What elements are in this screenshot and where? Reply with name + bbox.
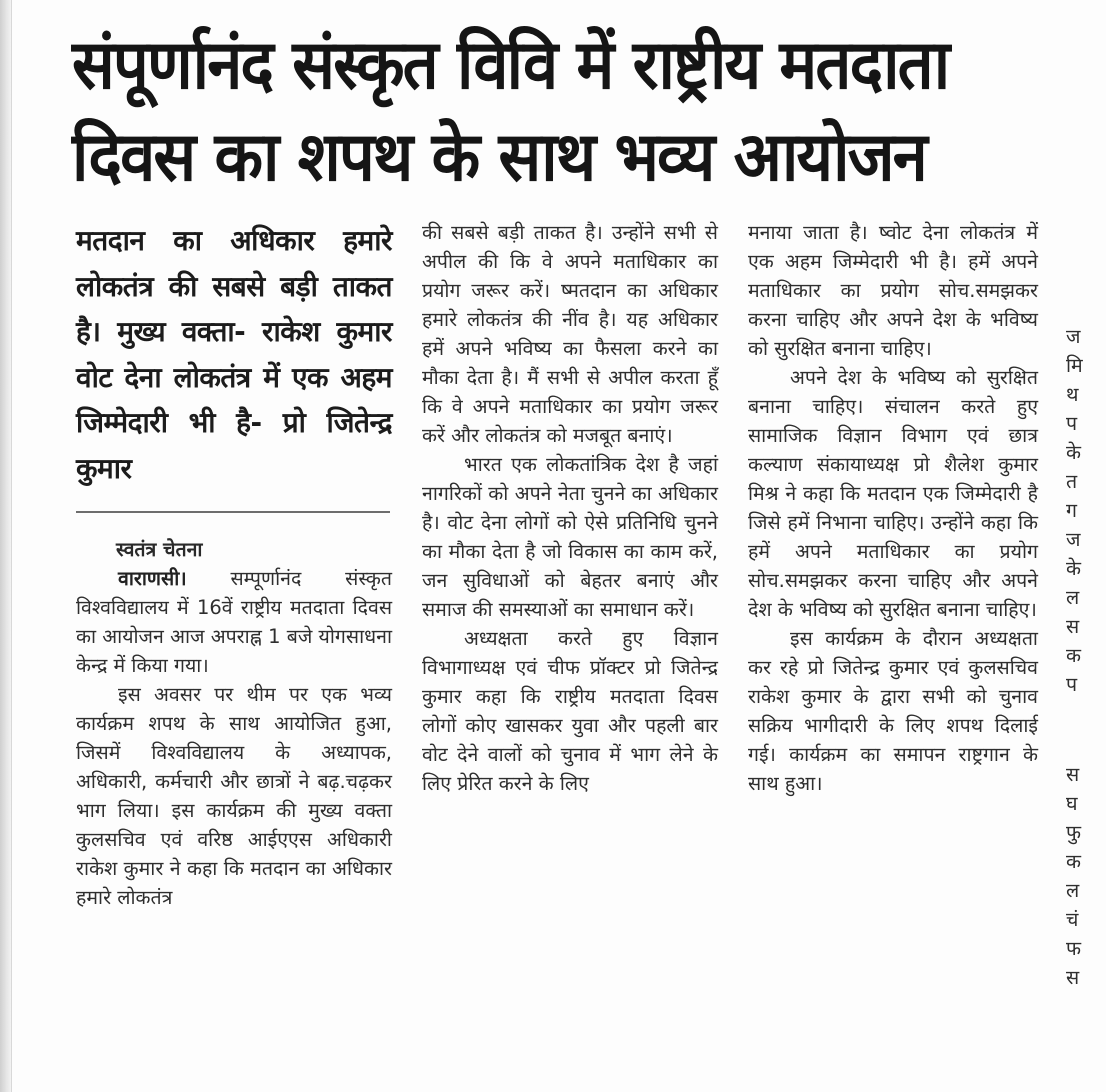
clipped-line-fragment: प: [1066, 673, 1078, 696]
paragraph: मनाया जाता है। ष्वोट देना लोकतंत्र में एक अहम जिम्मेदारी भी है। हमें अपने मताधिकार का प्रयोग सोच.समझकर करना चाहिए और अपने देश के भविष्य को सुरक्षित बनाना चाहिए।: [748, 221, 1038, 360]
clipped-line-fragment: थ: [1066, 383, 1079, 406]
clipped-text-top: [1066, 322, 1106, 699]
paragraph-text: सम्पूर्णानंद संस्कृत विश्वविद्यालय में 16वें राष्ट्रीय मतदाता दिवस का आयोजन आज अपराह्न 1 बजे योगसाधना केन्द्र में किया गया।: [76, 567, 392, 677]
paragraph: अपने देश के भविष्य को सुरक्षित बनाना चाहिए। संचालन करते हुए सामाजिक विज्ञान विभाग एवं छात्र कल्याण संकायाध्यक्ष प्रो शैलेश कुमार मिश्र ने कहा कि मतदान एक जिम्मेदारी है जिसे हमें निभाना चाहिए। उन्होंने कहा कि हमें अपने मताधिकार का प्रयोग सोच.समझकर करना चाहिए और अपने देश के भविष्य को सुरक्षित बनाना चाहिए।: [748, 366, 1038, 621]
paragraph: अध्यक्षता करते हुए विज्ञान विभागाध्यक्ष एवं चीफ प्रॉक्टर प्रो जितेन्द्र कुमार कहा कि राष्ट्रीय मतदाता दिवस लोगों कोए खासकर युवा और पहली बार वोट देने वालों को चुनाव में भाग लेने के लिए प्रेरित करने के लिए: [422, 627, 718, 795]
clipped-line-fragment: क: [1066, 850, 1081, 873]
clipped-line-fragment: फु: [1066, 821, 1082, 844]
paragraph: भारत एक लोकतांत्रिक देश है जहां नागरिकों को अपने नेता चुनने का अधिकार है। वोट देना लोगों को ऐसे प्रतिनिधि चुनने का मौका देता है जो विकास का काम करें, जन सुविधाओं को बेहतर बनाएं और समाज की समस्याओं का समाधान करें।: [422, 453, 718, 621]
headline-line-1: संपूर्णानंद संस्कृत विवि में राष्ट्रीय मतदाता: [72, 26, 949, 105]
paragraph: की सबसे बड़ी ताकत है। उन्होंने सभी से अपील की कि वे अपने मताधिकार का प्रयोग जरूर करें। ष्मतदान का अधिकार हमारे लोकतंत्र की नींव है। यह अधिकार हमें अपने भविष्य का फैसला करने का मौका देता है। मैं सभी से अपील करता हूँ कि वे अपने मताधिकार का प्रयोग जरूर करें और लोकतंत्र को मजबूत बनाएं।: [422, 221, 718, 447]
clipped-line-fragment: मि: [1066, 354, 1083, 377]
headline: [72, 20, 1052, 204]
page-edge-shadow: [0, 0, 12, 1092]
article-column-3: [748, 218, 1038, 798]
clipped-line-fragment: फ: [1066, 937, 1082, 960]
clipped-line-fragment: त: [1066, 470, 1078, 493]
clipped-text-bottom: [1066, 760, 1106, 992]
clipped-line-fragment: क: [1066, 644, 1081, 667]
article-column-2: [422, 218, 718, 798]
clipped-line-fragment: घ: [1066, 792, 1078, 815]
clipped-line-fragment: चं: [1066, 908, 1079, 931]
clipped-line-fragment: के: [1066, 441, 1081, 464]
adjacent-article-clipped-column: [1066, 322, 1106, 992]
clipped-line-fragment: ज: [1066, 528, 1081, 551]
clipped-line-fragment: स: [1066, 615, 1080, 638]
paragraph: इस कार्यक्रम के दौरान अध्यक्षता कर रहे प्रो जितेन्द्र कुमार एवं कुलसचिव राकेश कुमार के द्वारा सभी को चुनाव सक्रिय भागीदारी के लिए शपथ दिलाई गई। कार्यक्रम का समापन राष्ट्रगान के साथ हुआ।: [748, 627, 1038, 795]
article-column-1: [76, 218, 392, 912]
paragraph: इस अवसर पर थीम पर एक भव्य कार्यक्रम शपथ के साथ आयोजित हुआ, जिसमें विश्वविद्यालय के अध्यापक, अधिकारी, कर्मचारी और छात्रों ने बढ़.चढ़कर भाग लिया। इस कार्यक्रम की मुख्य वक्ता कुलसचिव एवं वरिष्ठ आईएएस अधिकारी राकेश कुमार ने कहा कि मतदान का अधिकार हमारे लोकतंत्र: [76, 683, 392, 909]
clipped-line-fragment: स: [1066, 763, 1080, 786]
divider-rule: [76, 511, 390, 513]
dateline: वाराणसी।: [118, 567, 187, 590]
clipped-line-fragment: के: [1066, 557, 1081, 580]
subheadline-text: मतदान का अधिकार हमारे लोकतंत्र की सबसे बड़ी ताकत है। मुख्य वक्ता- राकेश कुमार वोट देना लोकतंत्र में एक अहम जिम्मेदारी भी है- प्रो जितेन्द्र कुमार: [76, 224, 392, 485]
clipped-line-fragment: ग: [1066, 499, 1077, 522]
subheadline: [76, 218, 392, 491]
byline: स्वतंत्र चेतना: [116, 538, 203, 561]
clipped-line-fragment: प: [1066, 412, 1078, 435]
clipped-line-fragment: ज: [1066, 325, 1081, 348]
clipped-line-fragment: स: [1066, 966, 1080, 989]
clipped-line-fragment: ल: [1066, 879, 1080, 902]
clipped-line-fragment: ल: [1066, 586, 1080, 609]
headline-line-2: दिवस का शपथ के साथ भव्य आयोजन: [72, 118, 926, 197]
paragraph: [76, 564, 392, 680]
clipped-gap: [1066, 699, 1106, 760]
